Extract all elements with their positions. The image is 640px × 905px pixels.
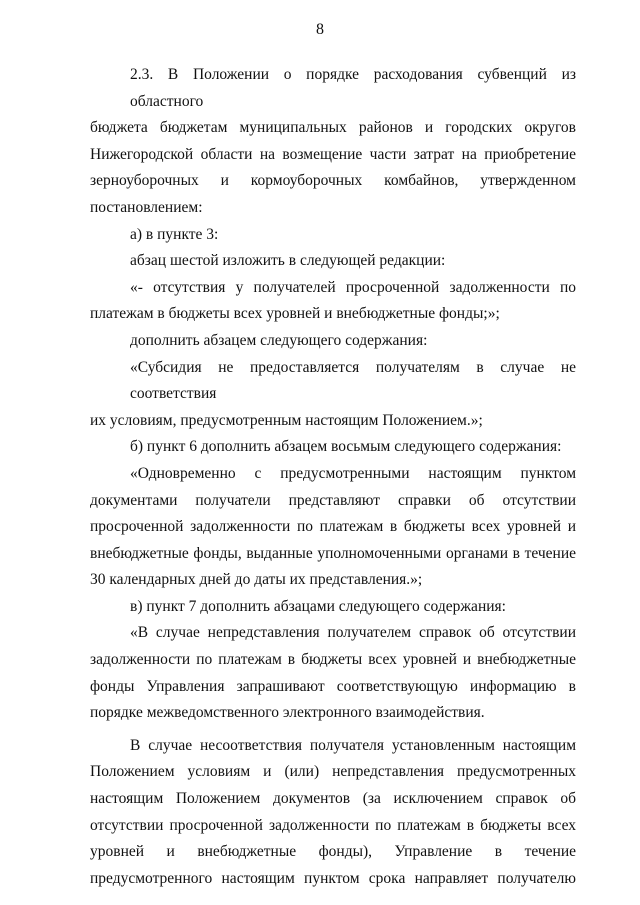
text-line: 30 календарных дней до даты их представления.»; — [90, 571, 423, 589]
text-line: бюджета бюджетам муниципальных районов и городских округов — [90, 119, 576, 137]
text-line: задолженности по платежам в бюджеты всех уровней и внебюджетные — [90, 651, 576, 669]
text-line: уровней и внебюджетные фонды), Управление в течение — [90, 843, 576, 861]
text-line: дополнить абзацем следующего содержания: — [130, 331, 428, 349]
text-line: «- отсутствия у получателей просроченной задолженности по — [130, 278, 576, 296]
text-line: внебюджетные фонды, выданные уполномоченными органами в течение — [90, 544, 576, 562]
text-line: их условиям, предусмотренным настоящим Положением.»; — [90, 411, 483, 429]
text-line: платежам в бюджеты всех уровней и внебюджетные фонды;»; — [90, 305, 500, 323]
text-line: фонды Управления запрашивают соответствующую информацию в — [90, 677, 576, 695]
page-number: 8 — [316, 21, 324, 38]
text-line: настоящим Положением документов (за исключением справок об — [90, 790, 576, 808]
text-line: порядке межведомственного электронного взаимодействия. — [90, 704, 485, 722]
text-line: постановлением: — [90, 198, 203, 216]
text-line: документами получатели представляют справки об отсутствии — [90, 491, 576, 509]
document-body — [90, 62, 576, 892]
text-line: В случае несоответствия получателя установленным настоящим — [130, 736, 576, 754]
text-line: предусмотренного настоящим пунктом срока направляет получателю — [90, 869, 576, 887]
text-line: в) пункт 7 дополнить абзацами следующего содержания: — [130, 597, 506, 615]
text-line: просроченной задолженности по платежам в бюджеты всех уровней и — [90, 518, 576, 536]
text-line: «В случае непредставления получателем справок об отсутствии — [130, 624, 576, 642]
text-line: отсутствии просроченной задолженности по платежам в бюджеты всех — [90, 816, 576, 834]
text-line: Нижегородской области на возмещение части затрат на приобретение — [90, 145, 576, 163]
text-line: «Субсидия не предоставляется получателям в случае не соответствия — [130, 358, 576, 403]
text-line: Положением условиям и (или) непредставления предусмотренных — [90, 763, 576, 781]
text-line: а) в пункте 3: — [130, 225, 219, 243]
text-line: 2.3. В Положении о порядке расходования субвенций из областного — [130, 66, 576, 110]
text-line: зерноуборочных и кормоуборочных комбайнов, утвержденном — [90, 172, 576, 190]
text-line: абзац шестой изложить в следующей редакции: — [130, 252, 446, 270]
text-line: б) пункт 6 дополнить абзацем восьмым следующего содержания: — [130, 438, 562, 456]
text-line: «Одновременно с предусмотренными настоящим пунктом — [130, 464, 576, 482]
